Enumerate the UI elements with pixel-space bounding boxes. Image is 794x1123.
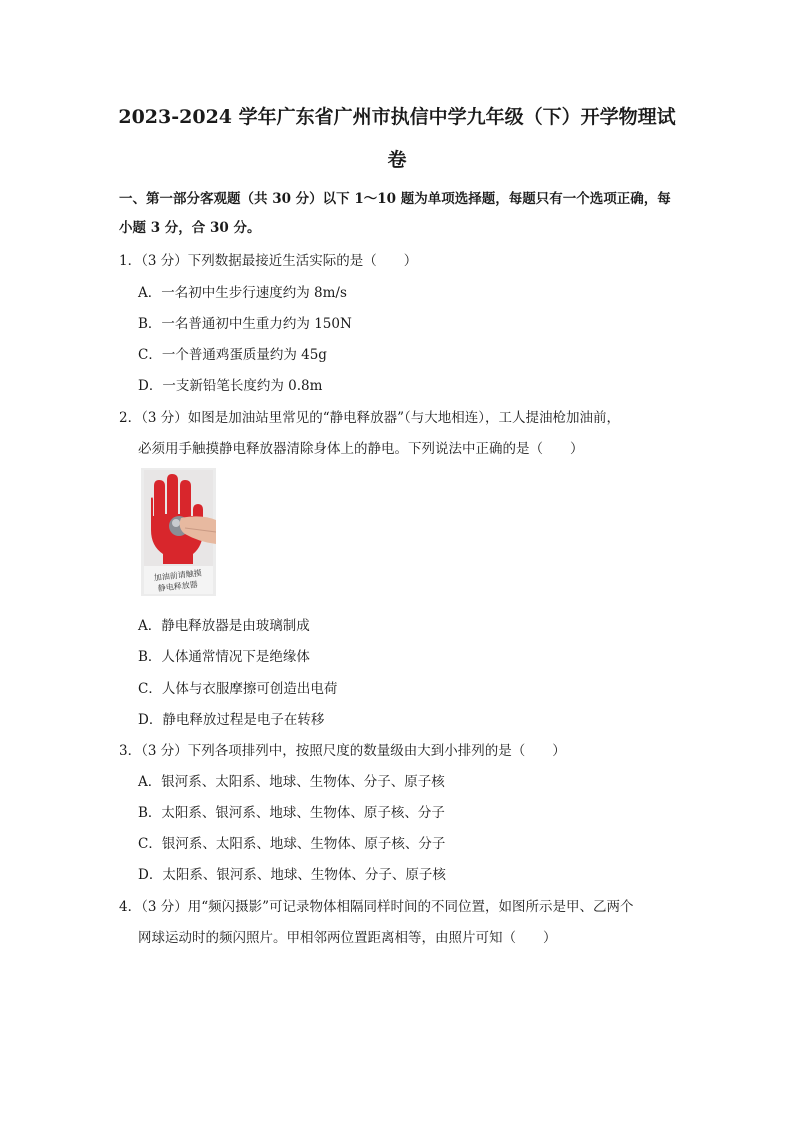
question-1-option-c: C．一个普通鸡蛋质量约为 45g <box>138 347 327 363</box>
static-discharger-illustration <box>141 468 216 596</box>
question-3-option-d: D．太阳系、银河系、地球、生物体、分子、原子核 <box>138 867 446 883</box>
figure-caption-line-1: 加油前请触摸 <box>153 568 203 583</box>
question-2-stem-line-1: 2．（3 分）如图是加油站里常见的“静电释放器”（与大地相连），工人提油枪加油前， <box>119 410 621 426</box>
question-3-stem: 3．（3 分）下列各项排列中，按照尺度的数量级由大到小排列的是（ ） <box>119 743 566 759</box>
question-1-stem: 1．（3 分）下列数据最接近生活实际的是（ ） <box>119 253 418 269</box>
question-1-option-a: A．一名初中生步行速度约为 8m/s <box>138 285 347 301</box>
exam-title-line-1: 2023-2024 学年广东省广州市执信中学九年级（下）开学物理试 <box>118 106 676 128</box>
question-1-option-b: B．一名普通初中生重力约为 150N <box>138 316 352 332</box>
question-4-stem-line-1: 4．（3 分）用“频闪摄影”可记录物体相隔同样时间的不同位置，如图所示是甲、乙两个 <box>119 899 634 915</box>
question-2-option-d: D．静电释放过程是电子在转移 <box>138 712 325 728</box>
question-2-option-a: A．静电释放器是由玻璃制成 <box>138 618 310 634</box>
section-heading-line-2: 小题 3 分，合 30 分。 <box>119 220 261 236</box>
question-3-option-b: B．太阳系、银河系、地球、生物体、原子核、分子 <box>138 805 445 821</box>
static-discharger-photo <box>141 468 216 596</box>
question-2-option-c: C．人体与衣服摩擦可创造出电荷 <box>138 681 338 697</box>
figure-caption-line-2: 静电释放器 <box>157 579 199 594</box>
question-2-option-b: B．人体通常情况下是绝缘体 <box>138 649 310 665</box>
question-3-option-c: C．银河系、太阳系、地球、生物体、原子核、分子 <box>138 836 446 852</box>
question-4-stem-line-2: 网球运动时的频闪照片。甲相邻两位置距离相等，由照片可知（ ） <box>138 930 557 946</box>
question-3-option-a: A．银河系、太阳系、地球、生物体、分子、原子核 <box>138 774 445 790</box>
question-2-stem-line-2: 必须用手触摸静电释放器清除身体上的静电。下列说法中正确的是（ ） <box>138 441 584 457</box>
exam-title-line-2: 卷 <box>387 149 407 171</box>
question-1-option-d: D．一支新铅笔长度约为 0.8m <box>138 378 323 394</box>
section-heading-line-1: 一、第一部分客观题（共 30 分）以下 1～10 题为单项选择题，每题只有一个选项正确，每 <box>119 191 671 207</box>
